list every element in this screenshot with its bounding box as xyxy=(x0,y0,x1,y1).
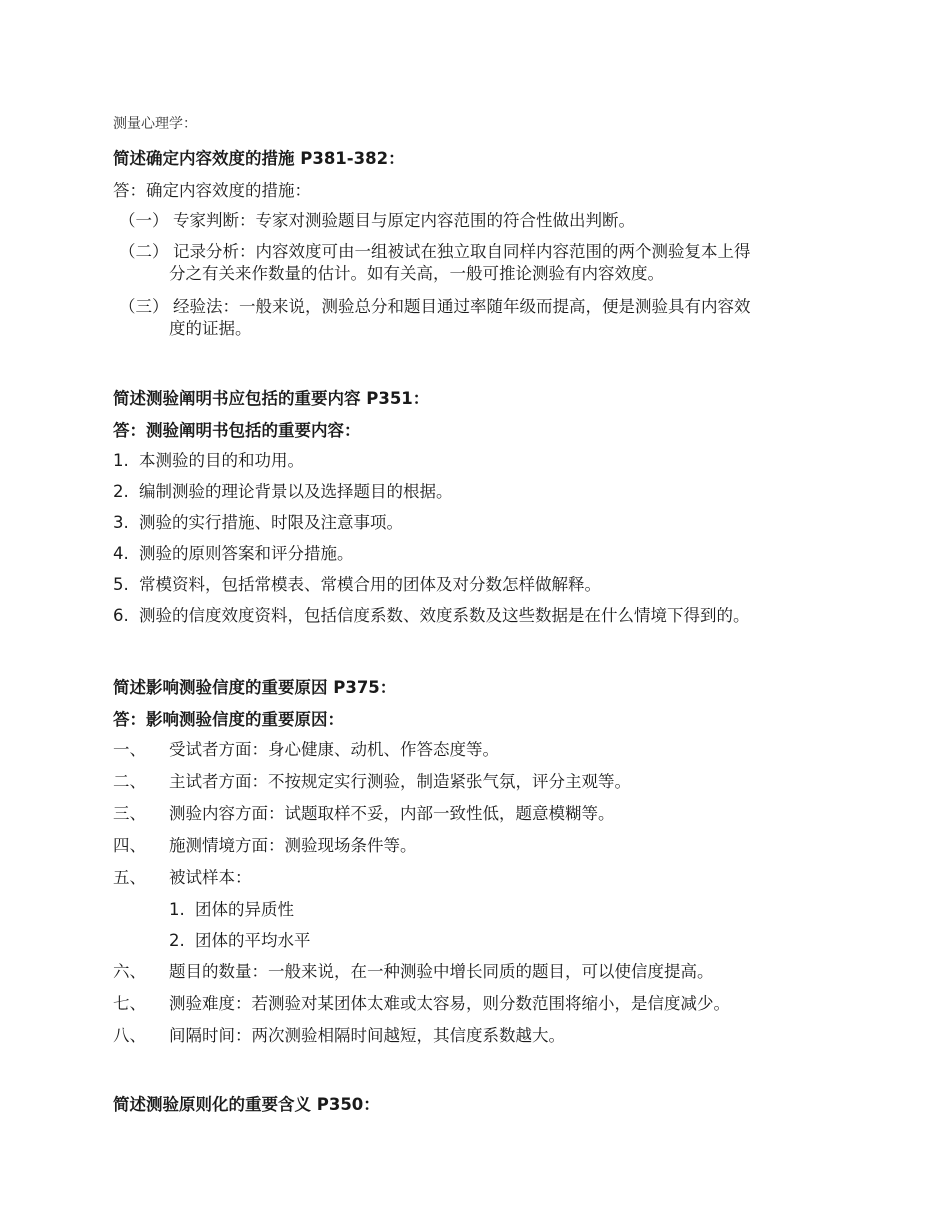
list-marker: 三、 xyxy=(113,804,146,823)
section-test-manual xyxy=(113,388,853,636)
list-item-text: 团体的异质性 xyxy=(195,900,294,919)
list-marker: （一） xyxy=(119,211,169,230)
list-marker: 一、 xyxy=(113,740,146,759)
list-item xyxy=(113,803,853,835)
list-marker: 四、 xyxy=(113,836,146,855)
document-intro: 测量心理学： xyxy=(113,116,197,132)
list-item-text xyxy=(173,210,853,241)
list-item-text: 受试者方面：身心健康、动机、作答态度等。 xyxy=(169,740,499,759)
list-item-text: 题目的数量：一般来说，在一种测验中增长同质的题目，可以使信度提高。 xyxy=(169,962,714,981)
list-marker: 2. xyxy=(113,482,129,501)
list-item-text: 施测情境方面：测验现场条件等。 xyxy=(169,836,417,855)
list-marker: 6. xyxy=(113,606,129,625)
list-item-text: 测验的实行措施、时限及注意事项。 xyxy=(139,513,403,532)
section-heading: 简述确定内容效度的措施 P381-382： xyxy=(113,149,405,168)
list-marker: 4. xyxy=(113,544,129,563)
section-content-validity xyxy=(113,148,853,351)
list-item xyxy=(119,210,853,241)
list-item-line: 经验法：一般来说，测验总分和题目通过率随年级而提高，便是测验具有内容效 xyxy=(173,297,751,316)
list-item-continuation: 度的证据。 xyxy=(169,319,252,338)
answer-intro: 答：确定内容效度的措施： xyxy=(113,181,311,200)
list-item-text: 测验内容方面：试题取样不妥，内部一致性低，题意模糊等。 xyxy=(169,804,615,823)
list-item xyxy=(113,867,853,899)
answer-intro: 答：影响测验信度的重要原因： xyxy=(113,710,344,729)
list-item-text: 间隔时间：两次测验相隔时间越短，其信度系数越大。 xyxy=(169,1026,565,1045)
list-marker: 五、 xyxy=(113,868,146,887)
list-item xyxy=(113,450,853,481)
list-marker: 七、 xyxy=(113,994,146,1013)
list-item xyxy=(119,296,853,351)
sub-list-item xyxy=(169,930,853,961)
list-item-text xyxy=(169,296,853,351)
list-item-text: 本测验的目的和功用。 xyxy=(139,451,304,470)
list-item xyxy=(113,605,853,636)
list-item-text: 编制测验的理论背景以及选择题目的根据。 xyxy=(139,482,453,501)
list-item-text: 主试者方面：不按规定实行测验，制造紧张气氛，评分主观等。 xyxy=(169,772,631,791)
list-item xyxy=(113,739,853,771)
list-item-text: 团体的平均水平 xyxy=(195,931,311,950)
list-marker: 2. xyxy=(169,931,185,950)
list-item-text: 常模资料，包括常模表、常模合用的团体及对分数怎样做解释。 xyxy=(139,575,601,594)
section-heading: 简述测验阐明书应包括的重要内容 P351： xyxy=(113,389,430,408)
section-heading: 简述测验原则化的重要含义 P350： xyxy=(113,1095,380,1114)
list-marker: 3. xyxy=(113,513,129,532)
list-item xyxy=(113,1025,853,1057)
list-item xyxy=(113,835,853,867)
list-marker: 1. xyxy=(113,451,129,470)
list-marker: 1. xyxy=(169,900,185,919)
list-item xyxy=(113,574,853,605)
list-item-text: 测验的原则答案和评分措施。 xyxy=(139,544,354,563)
list-marker: 二、 xyxy=(113,772,146,791)
list-item-text: 被试样本： xyxy=(169,868,252,887)
list-item-text: 测验的信度效度资料，包括信度系数、效度系数及这些数据是在什么情境下得到的。 xyxy=(139,606,750,625)
sub-list-item xyxy=(169,899,853,930)
list-item xyxy=(113,961,853,993)
list-item xyxy=(113,771,853,803)
section-standardization xyxy=(113,1094,853,1126)
list-item xyxy=(113,481,853,512)
section-heading: 简述影响测验信度的重要原因 P375： xyxy=(113,678,397,697)
list-marker: 六、 xyxy=(113,962,146,981)
list-item xyxy=(113,993,853,1025)
answer-intro: 答：测验阐明书包括的重要内容： xyxy=(113,421,361,440)
list-item xyxy=(113,543,853,574)
list-item-text: 测验难度：若测验对某团体太难或太容易，则分数范围将缩小，是信度减少。 xyxy=(169,994,730,1013)
list-marker: （二） xyxy=(119,242,169,261)
list-item xyxy=(113,512,853,543)
list-item-text xyxy=(169,241,853,296)
list-item xyxy=(119,241,853,296)
list-marker: 5. xyxy=(113,575,129,594)
list-item-continuation: 分之有关来作数量的估计。如有关高，一般可推论测验有内容效度。 xyxy=(169,264,664,283)
section-reliability-factors xyxy=(113,677,853,1057)
list-item-line: 记录分析：内容效度可由一组被试在独立取自同样内容范围的两个测验复本上得 xyxy=(173,242,751,261)
list-marker: 八、 xyxy=(113,1026,146,1045)
list-marker: （三） xyxy=(119,297,169,316)
list-item-line: 专家判断：专家对测验题目与原定内容范围的符合性做出判断。 xyxy=(173,211,635,230)
